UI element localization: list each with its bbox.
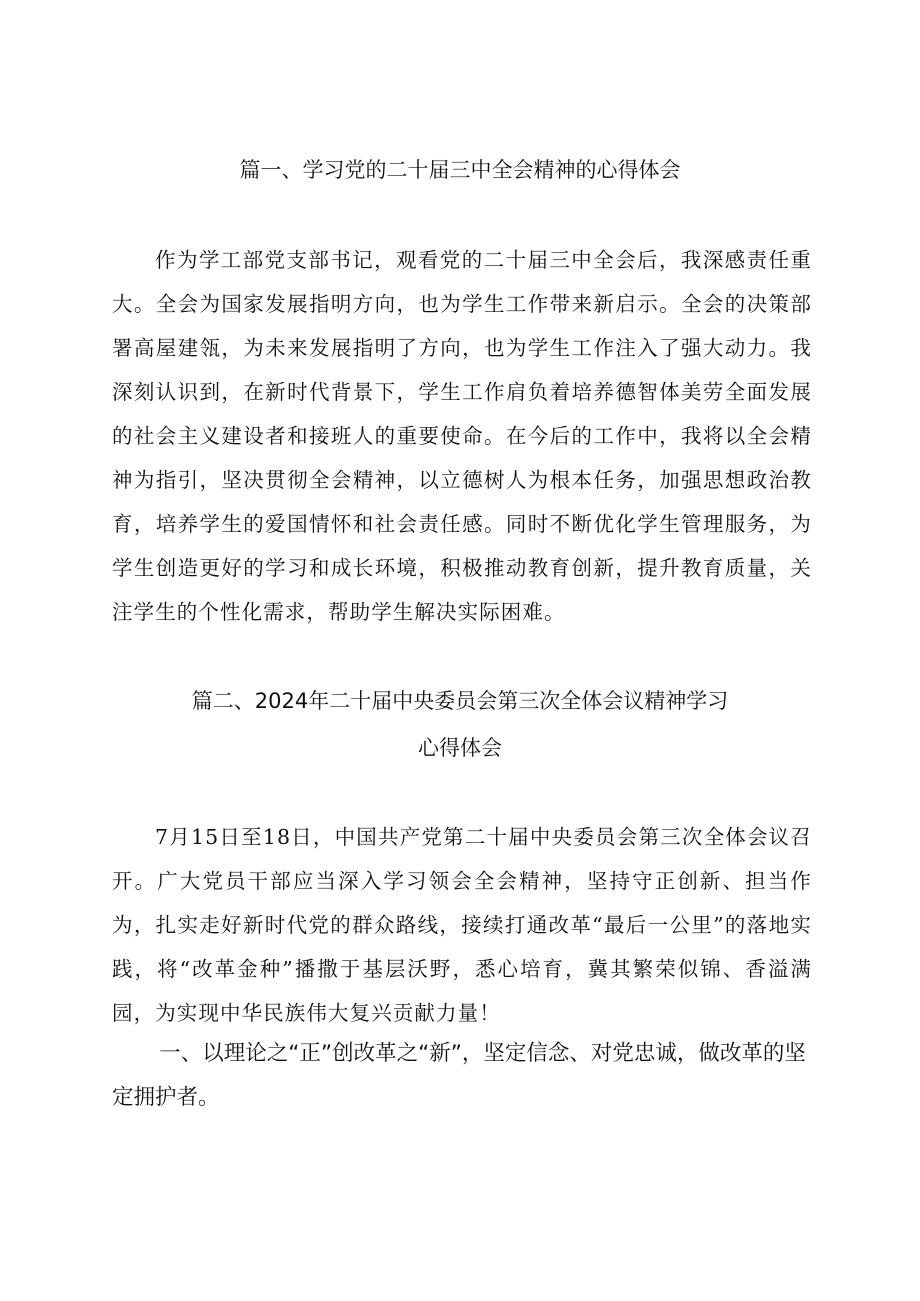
- section-1-paragraph: 作为学工部党支部书记，观看党的二十届三中全会后，我深感责任重大。全会为国家发展指明方向，也为学生工作带来新启示。全会的决策部署高屋建瓴，为未来发展指明了方向，也为学生工作注入了强大动力。我深刻认识到，在新时代背景下，学生工作肩负着培养德智体美劳全面发展的社会主义建设者和接班人的重要使命。在今后的工作中，我将以全会精神为指引，坚决贯彻全会精神，以立德树人为根本任务，加强思想政治教育，培养学生的爱国情怀和社会责任感。同时不断优化学生管理服务，为学生创造更好的学习和成长环境，积极推动教育创新，提升教育质量，关注学生的个性化需求，帮助学生解决实际困难。: [112, 248, 812, 624]
- section-2-subheading: 一、以理论之“正”创改革之“新”，坚定信念、对党忠诚，做改革的坚定拥护者。: [112, 1041, 806, 1110]
- section-1-title: 篇一、学习党的二十届三中全会精神的心得体会: [239, 158, 681, 182]
- section-2-title-line-1: 篇二、2024年二十届中央委员会第三次全体会议精神学习: [191, 689, 729, 713]
- section-2-title-line-2: 心得体会: [418, 736, 502, 760]
- section-2-paragraph: 7月15日至18日，中国共产党第二十届中央委员会第三次全体会议召开。广大党员干部应当深入学习领会全会精神，坚持守正创新、担当作为，扎实走好新时代党的群众路线，接续打通改革“最后一公里”的落地实践，将“改革金种”播撒于基层沃野，悉心培育，冀其繁荣似锦、香溢满园，为实现中华民族伟大复兴贡献力量！: [112, 825, 812, 1025]
